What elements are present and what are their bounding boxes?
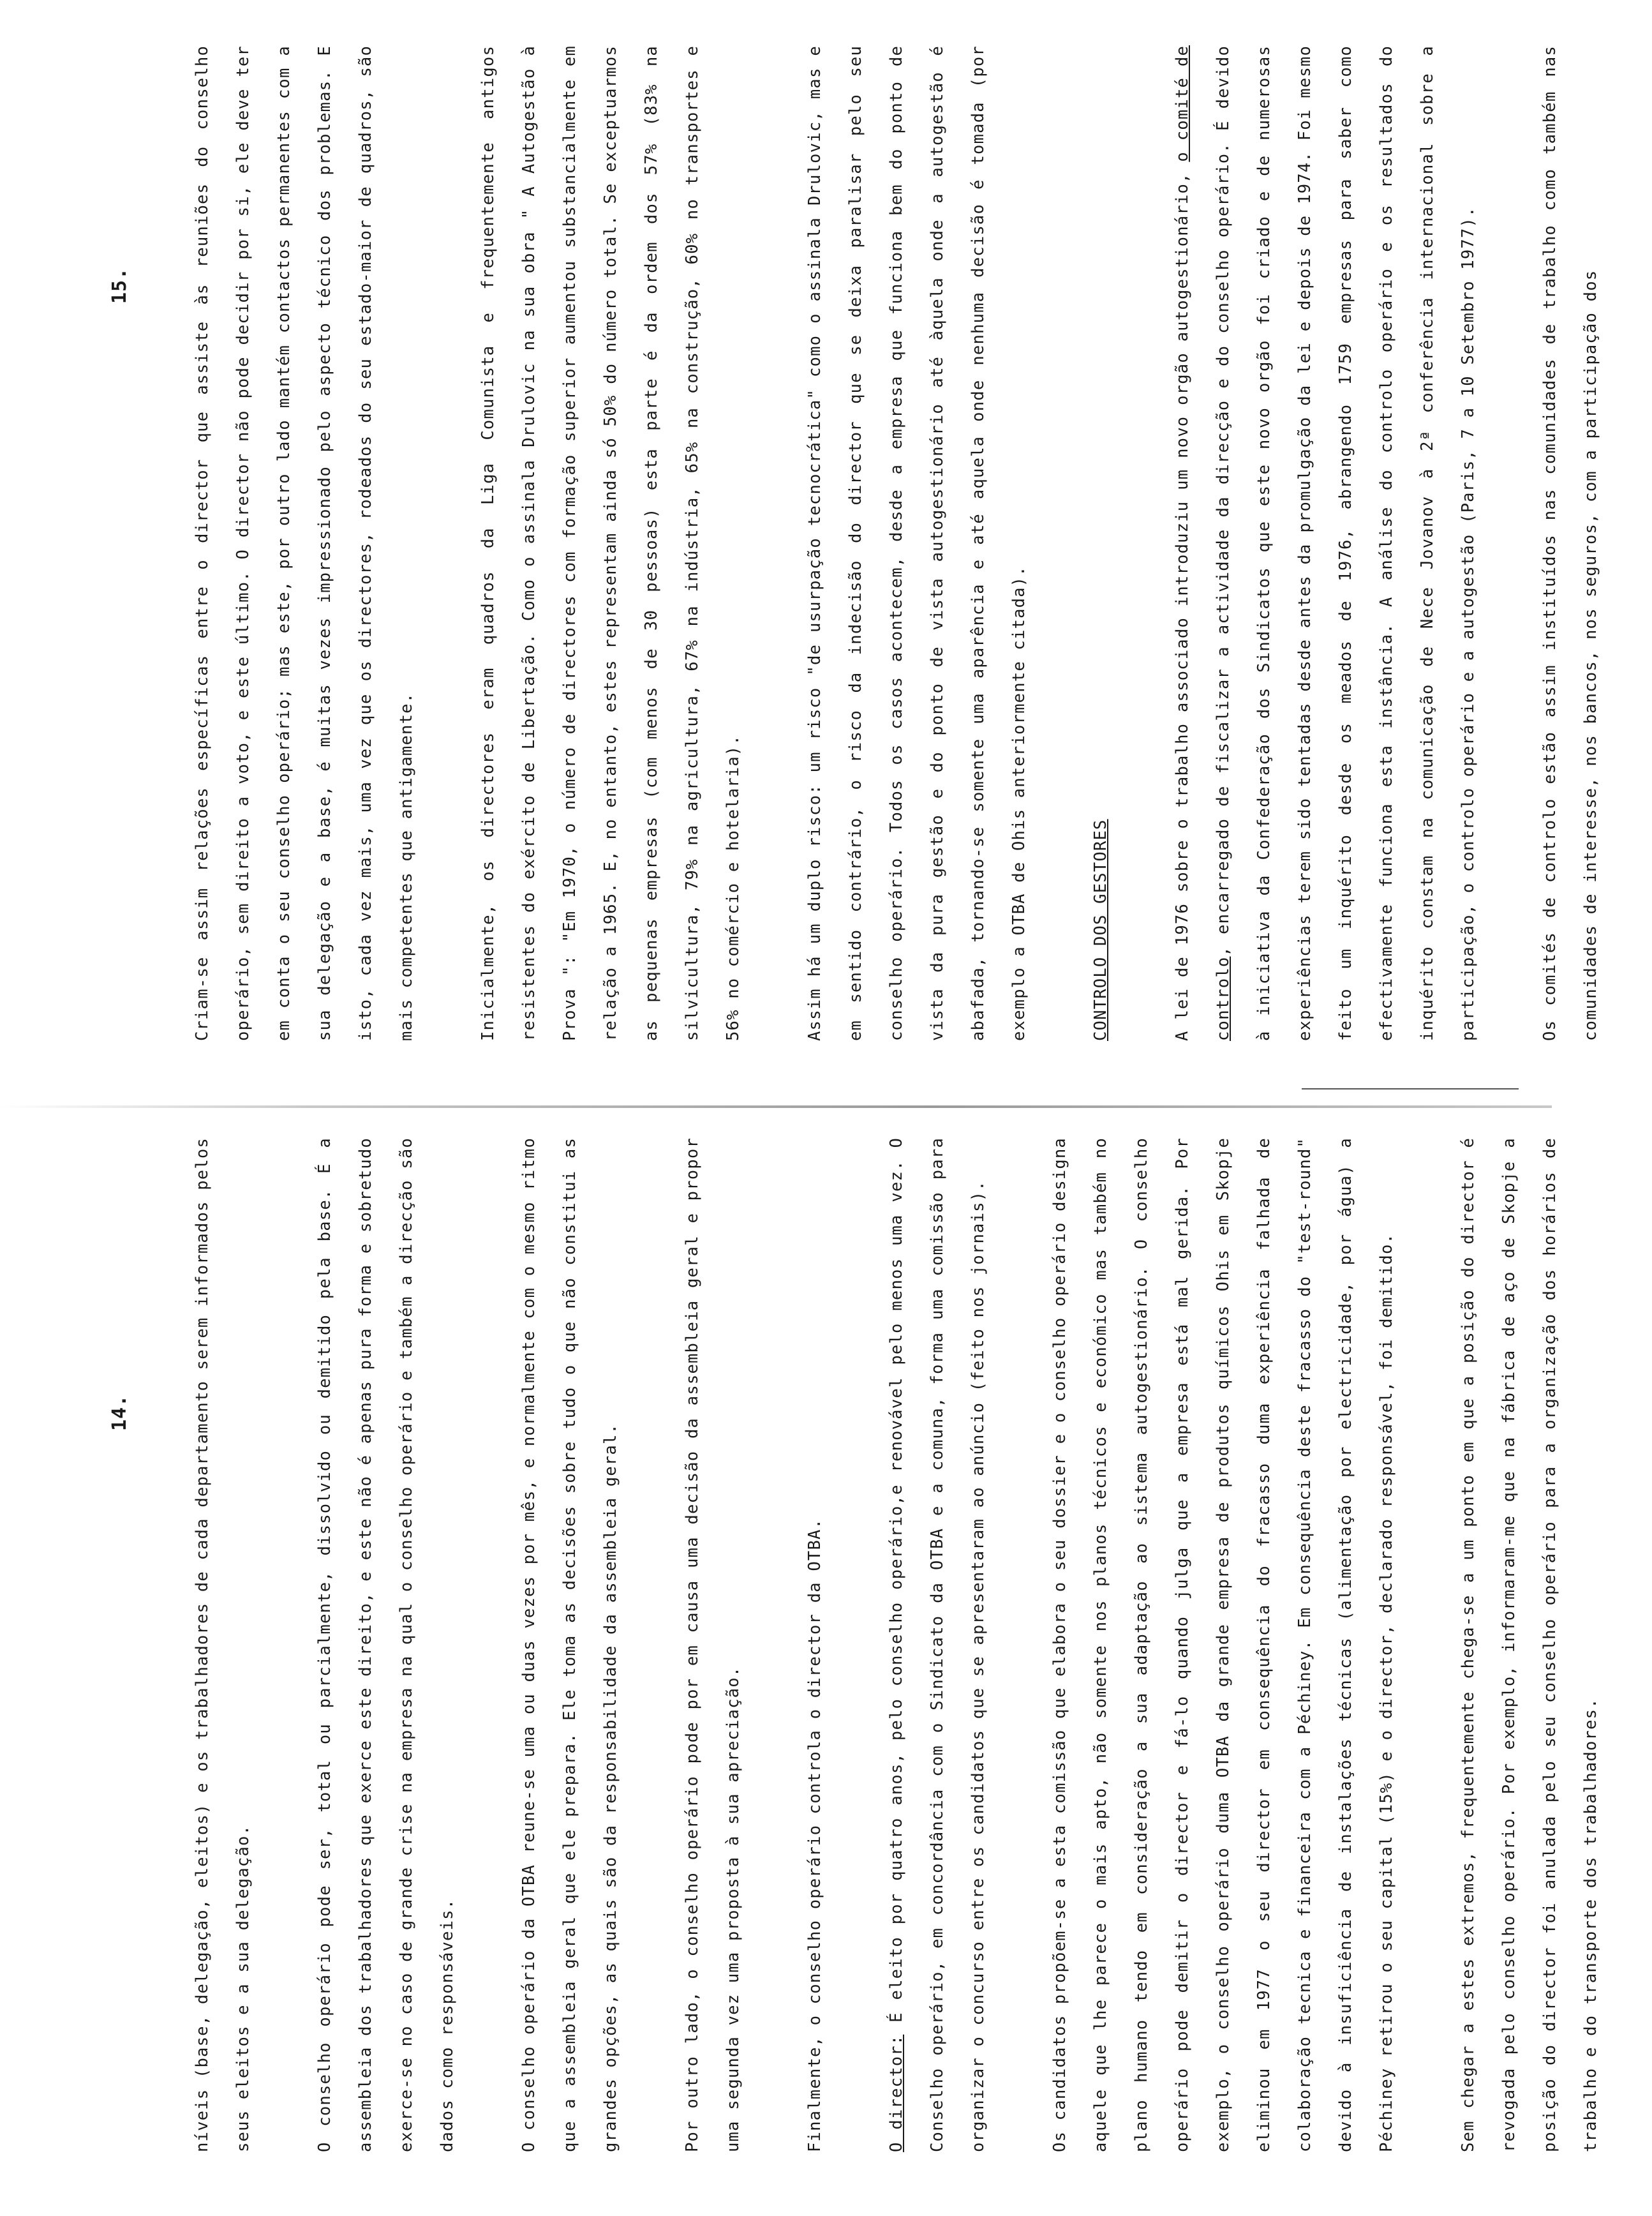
paragraph: Os comités de controlo estão assim instituídos nas comunidades de trabalho como também nas comunidades de interesse, nos bancos, nos seguros, com a participação dos (1540, 45, 1600, 1041)
paragraph: O conselho operário pode ser, total ou parcialmente, dissolvido ou demitido pela base. É a assembleia dos trabalhadores que exerce este direito, e este não é apenas pura forma e sobretudo exerce-se no caso de grande crise na empresa na qual o conselho operário e também a direcção são dados como responsáveis. (315, 1137, 457, 2152)
left-page (0, 1108, 1600, 2216)
page-number: 15. (108, 267, 131, 304)
section-title: CONTROLO DOS GESTORES (1091, 819, 1110, 1041)
director-heading: O director: (887, 2034, 906, 2152)
page-body (182, 45, 1652, 1041)
page-number: 14. (108, 1394, 131, 1431)
paragraph: Assim há um duplo risco: um risco "de usurpação tecnocrática" como o assinala Drulovic, mas e em sentido contrário, o risco da indecisão do director que se deixa paralisar pelo seu conselho operário. Todos os casos acontecem, desde a empresa que funciona bem do ponto de vista da pura gestão e do ponto de vista autogestionário até àquela onde a autogestão é abafada, tornando-se somente uma aparência e até aquela onde nenhuma decisão é tomada (por exemplo a OTBA de Ohis anteriormente citada). (805, 45, 1029, 1041)
right-page (0, 0, 1600, 1108)
control-text-end: , encarregado de fiscalizar a actividade da direcção e do conselho operário. É devido à iniciativa da Confederação dos Sindicatos que este novo orgão foi criado e de numerosas experiências terem sido tentadas desde antes da promulgação da lei e depois de 1974. Foi mesmo feito um inquérito desde os meados de 1976, abrangendo 1759 empresas para saber como efectivamente funciona esta instância. A análise do controlo operário e os resultados do inquérito constam na comunicação de Nece Jovanov à 2ª conferência internacional sobre a participação, o controlo operário e a autogestão (Paris, 7 a 10 Setembro 1977). (1214, 45, 1478, 1041)
paragraph: Por outro lado, o conselho operário pode por em causa uma decisão da assembleia geral e propor uma segunda vez uma proposta à sua apreciação. (683, 1137, 743, 2152)
paragraph: O conselho operário da OTBA reune-se uma ou duas vezes por mês, e normalmente com o mesmo ritmo que a assembleia geral que ele prepara. Ele toma as decisões sobre tudo o que não constitui as grandes opções, as quais são da responsabilidade da assembleia geral. (519, 1137, 620, 2152)
paragraph: Criam-se assim relações específicas entre o director que assiste às reuniões do conselho operário, sem direito a voto, e este último. O director não pode decidir por si, ele deve ter em conta o seu conselho operário; mas este, por outro lado mantém contactos permanentes com a sua delegação e a base, é muitas vezes impressionado pelo aspecto técnico dos problemas. E isto, cada vez mais, uma vez que os directores, rodeados do seu estado-maior de quadros, são mais competentes que antigamente. (193, 45, 416, 1041)
director-text: É eleito por quatro anos, pelo conselho operário,e renovável pelo menos uma vez. O Conselho operário, em concordância com o Sindicato da OTBA e a comuna, forma uma comissão para organizar o concurso entre os candidatos que se apresentaram ao anúncio (feito nos jornais). (887, 1137, 988, 2152)
director-paragraph (876, 1137, 999, 2152)
paragraph: Sem chegar a estes extremos, frequentemente chega-se a um ponto em que a posição do director é revogada pelo conselho operário. Por exemplo, informaram-me que na fábrica de aço de Skopje a posição do director foi anulada pelo seu conselho operário para a organização dos horários de trabalho e do transporte dos trabalhadores. (1459, 1137, 1600, 2152)
paragraph: Inicialmente, os directores eram quadros da Liga Comunista e frequentemente antigos resistentes do exército de Libertação. Como o assinala Drulovic na sua obra " A Autogestão à Prova ": "Em 1970, o número de directores com formação superior aumentou substancialmente em relação a 1965. E, no entanto, estes representam ainda só 50% do número total. Se exceptuarmos as pequenas empresas (com menos de 30 pessoas) esta parte é da ordem dos 57% (83% na silvicultura, 79% na agricultura, 67% na indústria, 65% na construção, 60% no transportes e 56% no comércio e hotelaria). (479, 45, 743, 1041)
paragraph: Finalmente, o conselho operário controla o director da OTBA. (805, 1518, 824, 2152)
page-body (182, 1137, 1652, 2152)
control-text-start: A lei de 1976 sobre o trabalho associado introduziu um novo orgão autogestionário, (1173, 161, 1192, 1041)
paragraph: Os candidatos propõem-se a esta comissão que elabora o seu dossier e o conselho operário designa aquele que lhe parece o mais apto, não somente nos planos técnicos e económico mas também no plano humano tendo em consideração a sua adaptação ao sistema autogestionário. O conselho operário pode demitir o director e fá-lo quando julga que a empresa está mal gerida. Por exemplo, o conselho operário duma OTBA da grande empresa de produtos químicos Ohis em Skopje eliminou em 1977 o seu director em consequência do fracasso duma experiência falhada de colaboração tecnica e financeira com a Péchiney. Em consequência deste fracasso do "test-round" devido à insuficiência de instalações técnicas (alimentação por electricidade, por água) a Péchiney retirou o seu capital (15%) e o director, declarado responsável, foi demitido. (1050, 1137, 1396, 2152)
paragraph: níveis (base, delegação, eleitos) e os trabalhadores de cada departamento serem informados pelos seus eleitos e a sua delegação. (193, 1137, 253, 2152)
control-paragraph (1162, 45, 1489, 1041)
control-committee-term: o comité de controlo (1173, 45, 1233, 1041)
